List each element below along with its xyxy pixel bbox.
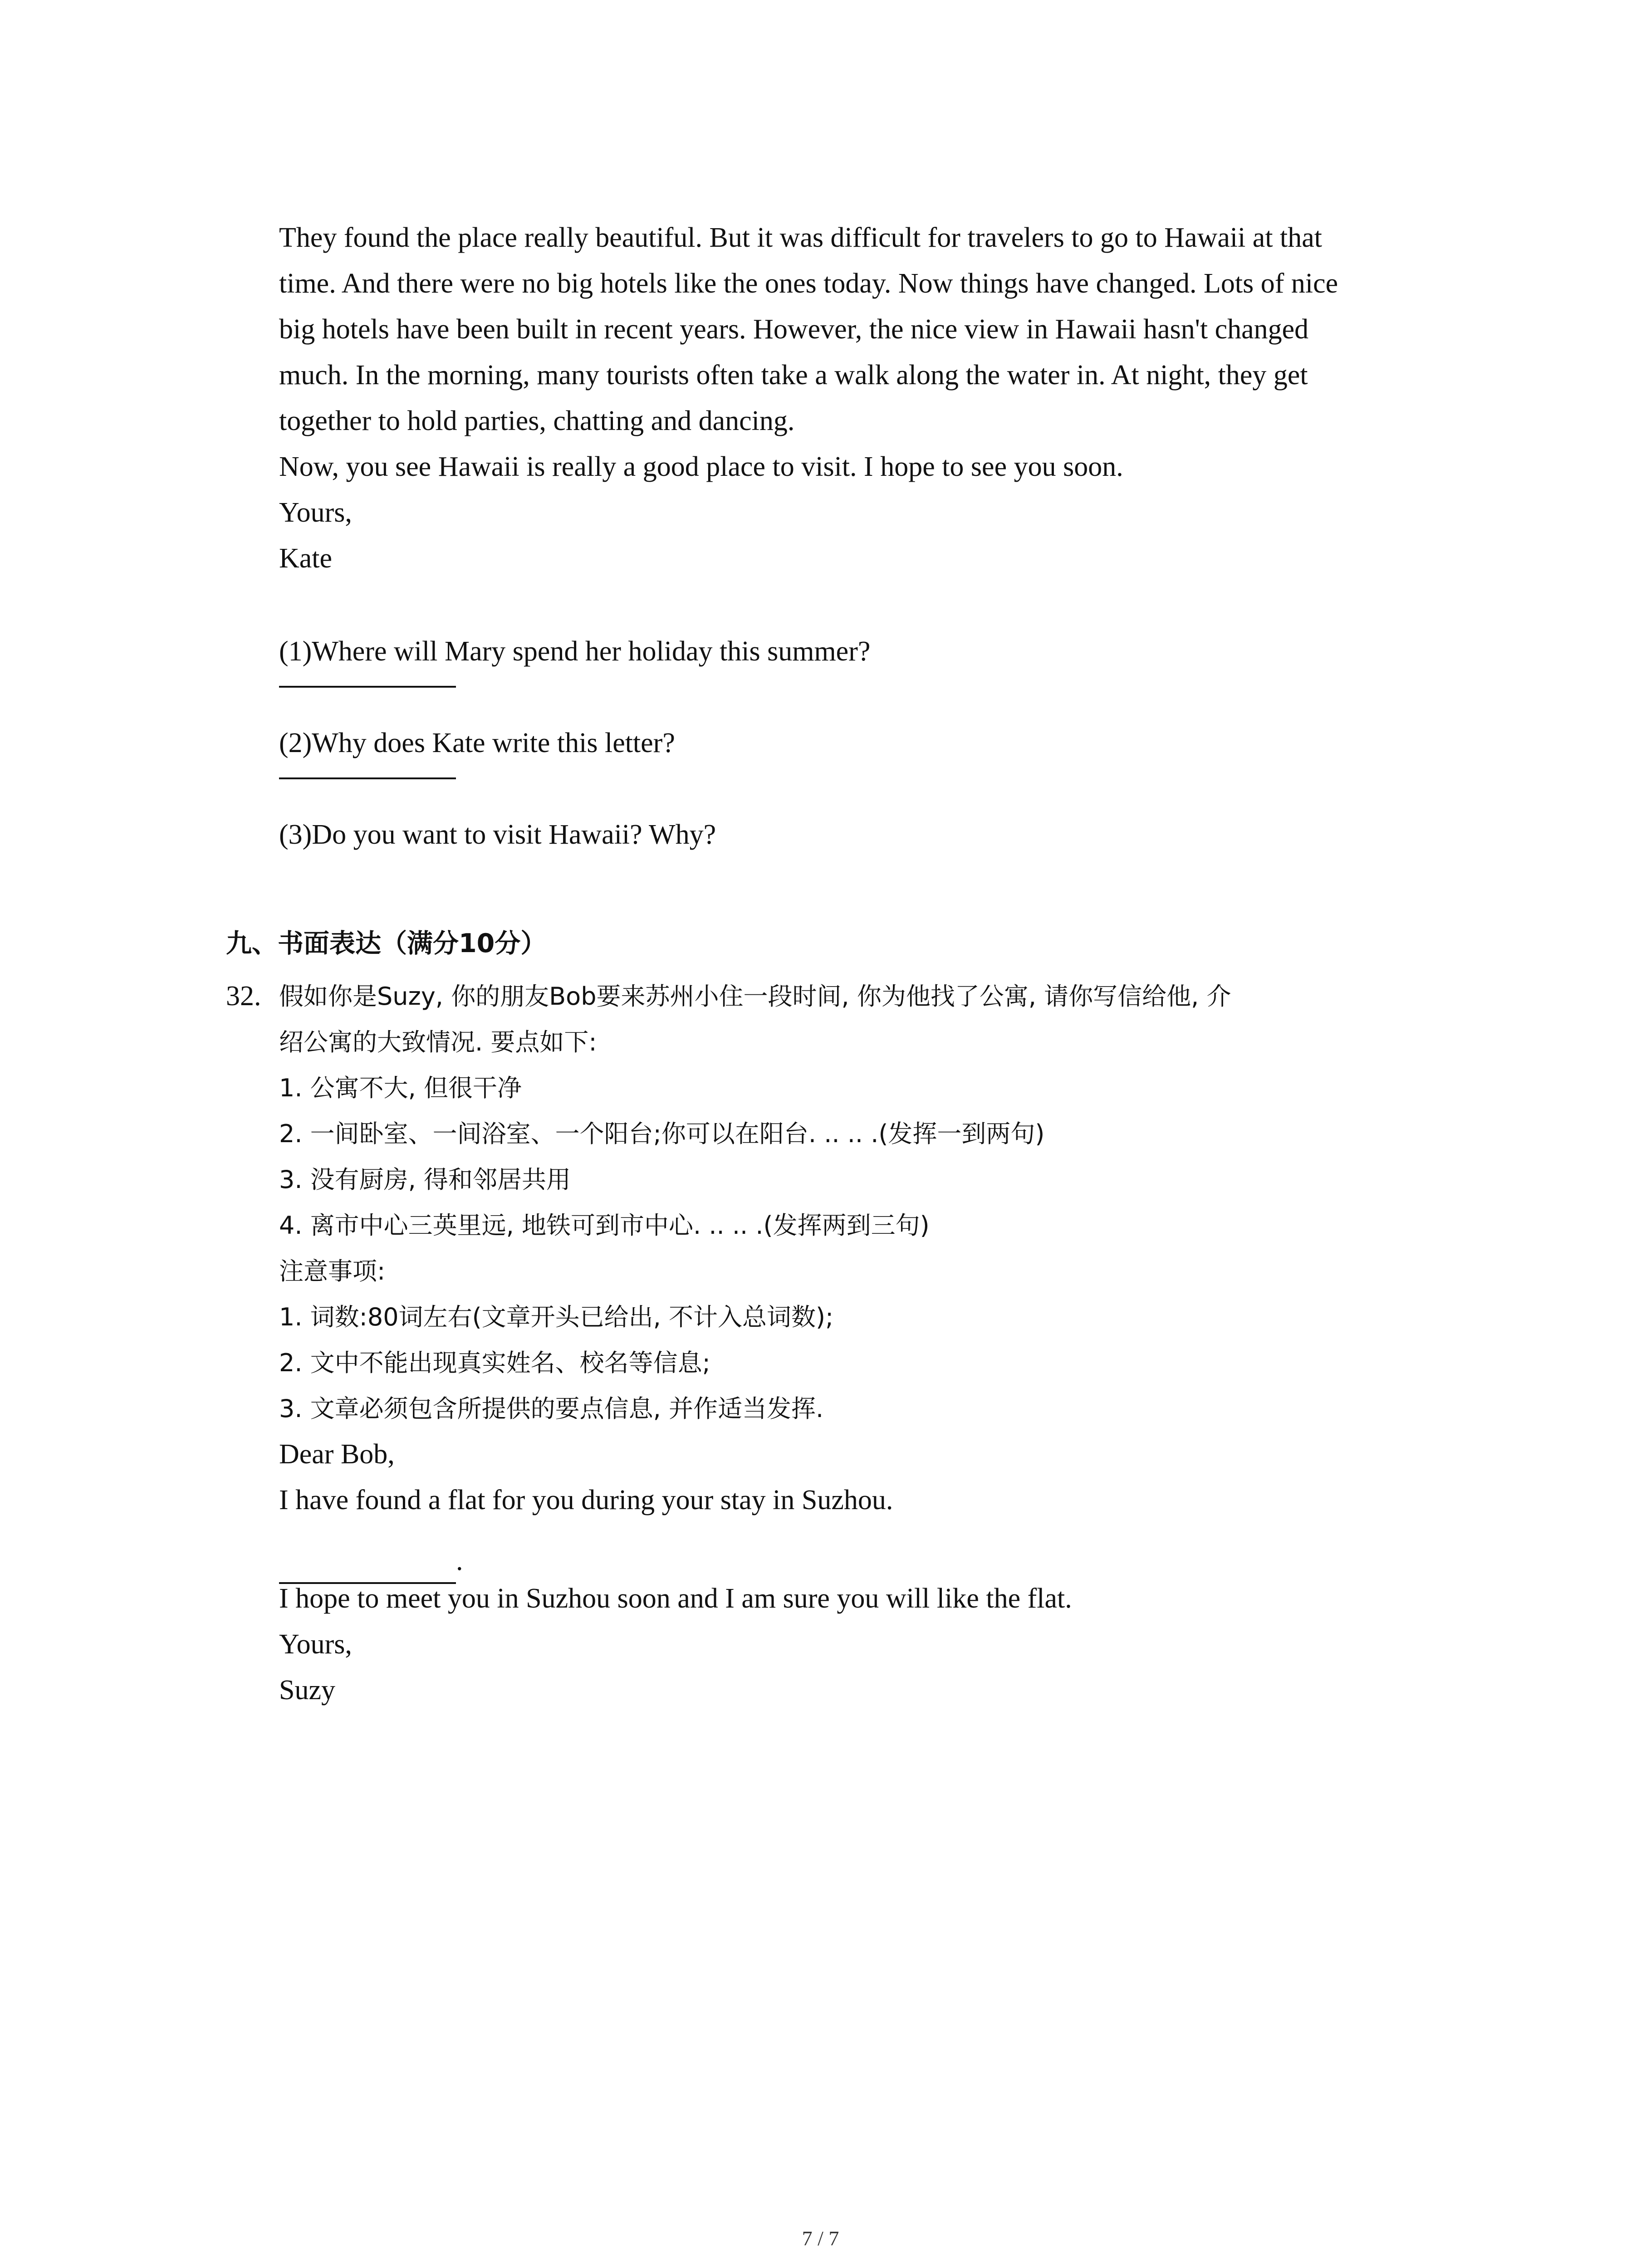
passage-line: time. And there were no big hotels like the ones today. Now things have changed. Lots of nice <box>279 268 1338 299</box>
passage-signature: Kate <box>279 543 333 574</box>
question-list <box>279 629 1445 675</box>
question-number: 32. <box>226 981 261 1012</box>
question-1: (1)Where will Mary spend her holiday this summer? <box>279 636 871 667</box>
prompt-line: 绍公寓的大致情况. 要点如下: <box>279 1028 597 1056</box>
answer-line[interactable] <box>279 777 456 779</box>
notes-title: 注意事项: <box>279 1257 386 1286</box>
passage-line: much. In the morning, many tourists often take a walk along the water in. At night, they get <box>279 360 1308 391</box>
passage-line: Now, you see Hawaii is really a good place to visit. I hope to see you soon. <box>279 451 1123 482</box>
letter-opening: I have found a flat for you during your stay in Suzhou. <box>279 1485 893 1515</box>
passage-closing: Yours, <box>279 497 352 528</box>
note-item: 3. 文章必须包含所提供的要点信息, 并作适当发挥. <box>279 1394 824 1423</box>
key-point: 4. 离市中心三英里远, 地铁可到市中心. .. .. .(发挥两到三句) <box>279 1211 930 1240</box>
question-2: (2)Why does Kate write this letter? <box>279 728 675 758</box>
question-list-3 <box>279 812 1445 858</box>
note-item: 2. 文中不能出现真实姓名、校名等信息; <box>279 1349 710 1377</box>
key-point: 2. 一间卧室、一间浴室、一个阳台;你可以在阳台. .. .. .(发挥一到两句) <box>279 1119 1045 1148</box>
answer-line[interactable] <box>279 686 456 688</box>
letter-greeting: Dear Bob, <box>279 1439 395 1470</box>
passage-line: They found the place really beautiful. But it was difficult for travelers to go to Hawaii at that <box>279 222 1323 253</box>
letter-closing <box>279 1576 1445 1713</box>
answer-blank-1[interactable] <box>279 686 1445 688</box>
passage-line: big hotels have been built in recent years. However, the nice view in Hawaii hasn't changed <box>279 314 1309 345</box>
letter-ending: I hope to meet you in Suzhou soon and I am sure you will like the flat. <box>279 1583 1072 1614</box>
note-item: 1. 词数:80词左右(文章开头已给出, 不计入总词数); <box>279 1303 834 1331</box>
question-3: (3)Do you want to visit Hawaii? Why? <box>279 819 716 850</box>
letter-closing-word: Yours, <box>279 1629 352 1660</box>
blank-period: . <box>456 1545 463 1576</box>
page-number: 7 / 7 <box>802 2227 839 2250</box>
section-title: 九、书面表达（满分10分） <box>226 929 547 958</box>
answer-blank-2[interactable] <box>279 777 1445 779</box>
writing-prompt <box>279 973 1445 1523</box>
prompt-line: 假如你是Suzy, 你的朋友Bob要来苏州小住一段时间, 你为他找了公寓, 请你写信给他, 介 <box>279 982 1231 1011</box>
letter-signature: Suzy <box>279 1675 335 1706</box>
passage-line: together to hold parties, chatting and dancing. <box>279 406 795 436</box>
key-point: 3. 没有厨房, 得和邻居共用 <box>279 1165 571 1194</box>
key-point: 1. 公寓不大, 但很干净 <box>279 1074 522 1102</box>
reading-passage <box>279 215 1445 582</box>
question-list-2 <box>279 720 1445 766</box>
